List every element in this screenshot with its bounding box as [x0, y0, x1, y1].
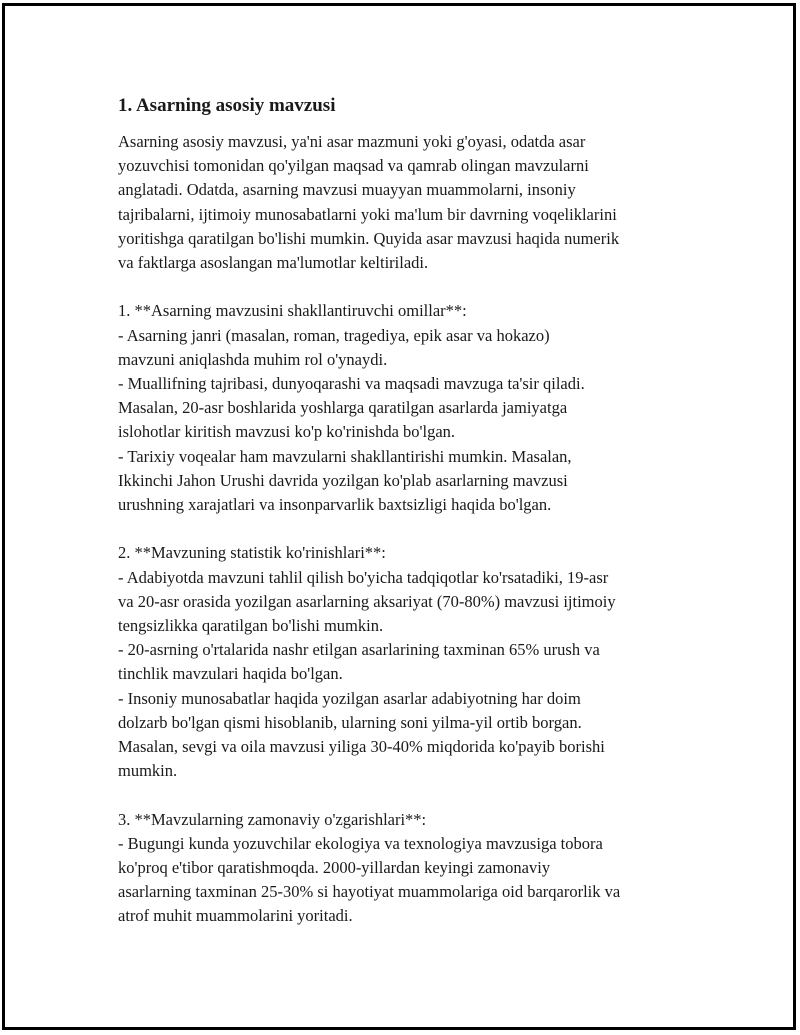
spacer — [118, 275, 698, 299]
spacer — [118, 517, 698, 541]
spacer — [118, 783, 698, 807]
section-1-body: - Asarning janri (masalan, roman, tragediya, epik asar va hokazo) mavzuni aniqlashda muhim rol o'ynaydi. - Muallifning tajribasi, dunyoqarashi va maqsadi mavzuga ta'sir qiladi. Masalan, 20-asr boshlarida yoshlarga qaratilgan asarlarda jamiyatga islohotlar kiritish mavzusi ko'p ko'rinishda bo'lgan. - Tarixiy voqealar ham mavzularni shakllantirishi mumkin. Masalan, Ikkinchi Jahon Urushi davrida yozilgan ko'plab asarlarning mavzusi urushning xarajatlari va insonparvarlik baxtsizligi haqida bo'lgan. — [118, 325, 585, 515]
document-heading: 1. Asarning asosiy mavzusi — [118, 95, 336, 116]
section-1-heading: 1. **Asarning mavzusini shakllantiruvchi omillar**: — [118, 301, 467, 321]
section-2-body: - Adabiyotda mavzuni tahlil qilish bo'yicha tadqiqotlar ko'rsatadiki, 19-asr va 20-asr orasida yozilgan asarlarning aksariyat (70-80%) mavzusi ijtimoiy tengsizlikka qaratilgan bo'lishi mumkin. - 20-asrning o'rtalarida nashr etilgan asarlarining taxminan 65% urush va tinchlik mavzulari haqida bo'lgan. - Insoniy munosabatlar haqida yozilgan asarlar adabiyotning har doim dolzarb bo'lgan qismi hisoblanib, ularning soni yilma-yil ortib borgan. Masalan, sevgi va oila mavzusi yiliga 30-40% miqdorida ko'payib borishi mumkin. — [118, 567, 616, 781]
section-2-heading: 2. **Mavzuning statistik ko'rinishlari**: — [118, 543, 386, 563]
section-3-heading: 3. **Mavzularning zamonaviy o'zgarishlari**: — [118, 809, 427, 829]
document-page — [118, 93, 698, 929]
intro-paragraph: Asarning asosiy mavzusi, ya'ni asar mazmuni yoki g'oyasi, odatda asar yozuvchisi tomonidan qo'yilgan maqsad va qamrab olingan mavzularni anglatadi. Odatda, asarning mavzusi muayyan muammolarni, insoniy tajribalarni, ijtimoiy munosabatlarni yoki ma'lum bir davrning voqeliklarini yoritishga qaratilgan bo'lishi mumkin. Quyida asar mavzusi haqida numerik va faktlarga asoslangan ma'lumotlar keltiriladi. — [118, 132, 620, 273]
section-3-body: - Bugungi kunda yozuvchilar ekologiya va texnologiya mavzusiga tobora ko'proq e'tibor qaratishmoqda. 2000-yillardan keyingi zamonaviy asarlarning taxminan 25-30% si hayotiyat muammolariga oid barqarorlik va atrof muhit muammolarini yoritadi. — [118, 833, 621, 926]
